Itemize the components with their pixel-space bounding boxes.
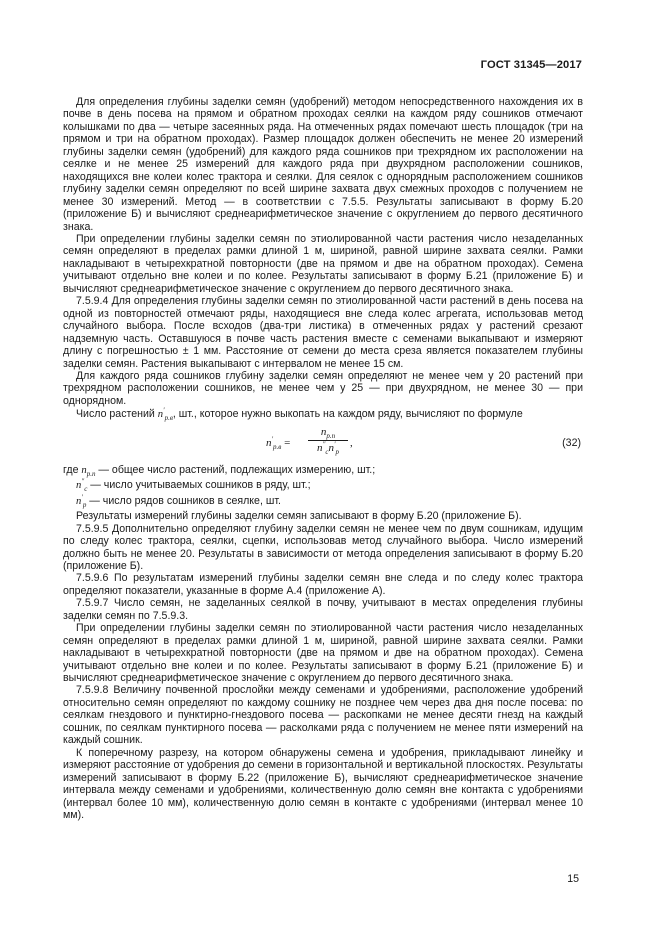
paragraph-7-5-9-4: 7.5.9.4 Для определения глубины заделки семян по этиолированной части растений в день посева на одной из повторностей отмечают ряды, находящиеся вне следа колес агрегата, использовав метод случайного выбора. После всходов (два-три листика) в отмеченных рядах у растений срезают надземную часть. Оставшуюся в почве часть растения вместе с семенами выкапывают и измеряют длину с погрешностью ± 1 мм. Расстояние от семени до места среза является показателем глубины заделки семян. Растения выкапывают с интервалом не менее 15 см.: [63, 295, 583, 370]
paragraph: Для каждого ряда сошников глубину заделки семян определяют не менее чем у 20 растений при трехрядном расположении сошников, не менее чем у 25 — при двухрядном, не менее 30 — при однорядном.: [63, 369, 583, 407]
paragraph: К поперечному разрезу, на котором обнаружены семена и удобрения, прикладывают линейку и измеряют расстояние от удобрения до семени в горизонтальной и вертикальной плоскостях. Результаты измерений записывают в форму Б.22 (приложение Б), вычисляют среднеарифметическое значение интервала между семенами и удобрениями, количественную долю семян вне контакта с удобрениями (интервал более 10 мм), количественную долю семян в контакте с удобрениями (интервал менее 10 мм).: [63, 746, 583, 822]
formula-intro: Число растений $n'_{р.в}$, шт., которое нужно выкопать на каждом ряду, вычисляют по формуле: [76, 406, 523, 423]
definition-n-r: $n'_р$ — число рядов сошников в сеялке, шт.: [76, 493, 281, 509]
paragraph-7-5-9-5: 7.5.9.5 Дополнительно определяют глубину заделки семян не менее чем по двум сошникам, идущим по следу колес трактора, сеялки, сцепки, использовав метод случайного выбора. Число измерений должно быть не менее 20. Результаты в зависимости от метода определения записывают в форму Б.20 (приложение Б).: [63, 522, 583, 572]
formula-32: $n'_{р.в}$ = $n_{р.п}$ $n''_сn'_р$ , (32): [266, 425, 581, 456]
paragraph: При определении глубины заделки семян по этиолированной части растения число незаделанных семян определяют в пределах рамки длиной 1 м, шириной, равной ширине захвата сеялки. Рамки накладывают в четырехкратной повторности (две на прямом и две на обратном проходах). Семена учитывают отдельно вне колеи и по колее. Результаты записывают в форму Б.21 (приложение Б) и вычисляют среднеарифметическое значение с округлением до первого десятичного знака.: [63, 232, 583, 295]
page-number: 15: [567, 873, 579, 885]
definition-n-c: $n''_с$ — число учитываемых сошников в ряду, шт.;: [76, 477, 311, 494]
definition-n-rp: где $n_{р.п}$ — общее число растений, подлежащих измерению, шт.;: [63, 463, 376, 478]
formula-numerator: $n_{р.п}$: [308, 426, 348, 441]
formula-fraction: [308, 426, 348, 455]
symbol-n-rv: $n'_{р.в}$: [157, 406, 173, 423]
standard-header: ГОСТ 31345—2017: [480, 59, 582, 71]
formula-number: (32): [562, 436, 581, 449]
document-body: [63, 96, 583, 821]
formula-lhs: $n'_{р.в}$ =: [266, 435, 291, 451]
paragraph-7-5-9-7: 7.5.9.7 Число семян, не заделанных сеялкой в почву, учитывают в местах определения глубины заделки семян по 7.5.9.3.: [63, 597, 583, 622]
paragraph: При определении глубины заделки семян по этиолированной части растения число незаделанных семян определяют в пределах рамки длиной 1 м, шириной, равной ширине захвата сеялки. Рамки накладывают в четырехкратной повторности (две на прямом и две на обратном проходах). Семена учитывают отдельно вне колеи и по колее. Результаты записывают в форму Б.21 (приложение Б) и вычисляют среднеарифметическое значение с округлением до первого десятичного знака.: [63, 622, 583, 685]
paragraph-7-5-9-8: 7.5.9.8 Величину почвенной прослойки между семенами и удобрениями, расположение удобрений относительно семян определяют по каждому сошнику не позднее чем через два дня после посева: по сеялкам гнездового и пунктирно-гнездового посева — раскопками не менее десяти гнезд на каждый сошник, по сеялкам пунктирного посева — расколками ряда с получением не менее пяти измерений на каждый сошник.: [63, 684, 583, 747]
paragraph: Результаты измерений глубины заделки семян записывают в форму Б.20 (приложение Б).: [76, 510, 522, 523]
paragraph-7-5-9-6: 7.5.9.6 По результатам измерений глубины заделки семян вне следа и по следу колес трактора определяют показатели, указанные в форме А.4 (приложение А).: [63, 572, 583, 597]
formula-denominator: $n''_сn'_р$: [316, 440, 340, 456]
paragraph: Для определения глубины заделки семян (удобрений) методом непосредственного нахождения их в почве в день посева на прямом и обратном проходах сеялки на каждом ряду сошников отмечают колышками по два — четыре засеянных ряда. На отмеченных рядах помечают шесть площадок (три на прямом и три на обратном проходах). Размер площадок должен обеспечить не менее 20 измерений глубины заделки семян (удобрений) для каждого ряда сошников при трехрядном их расположении на сеялке и не менее 25 измерений для каждого ряда при двухрядном расположении сошников, находящихся вне колеи колес трактора и сеялки. Для сеялок с однорядным расположением сошников глубину заделки семян определяют по всей ширине захвата двух смежных проходов с получением не менее 30 измерений. Метод — в соответствии с 7.5.5. Результаты записывают в форму Б.20 (приложение Б) и вычисляют среднеарифметическое значение с округлением до первого десятичного знака.: [63, 96, 583, 233]
